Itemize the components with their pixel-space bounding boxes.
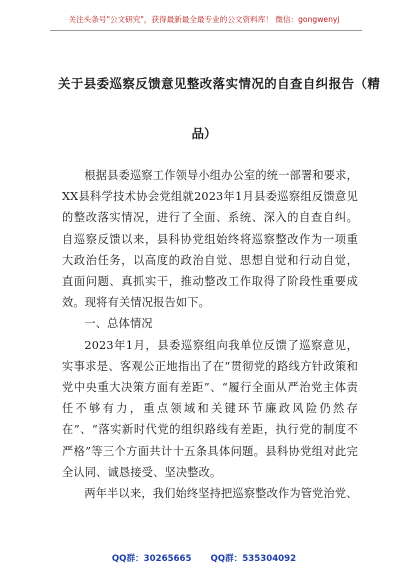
document-title-line-1: 关于县委巡察反馈意见整改落实情况的自查自纠报告（精 [58,76,381,91]
header-promo-note: 关注头条号"公文研究"，获得最新最全最专业的公文资料库！ 微信：gongwenyj [68,15,340,24]
section-heading-overview: 一、总体情况 [84,317,153,331]
document-title-line-2: 品） [191,126,217,141]
footer-contact [0,552,408,564]
header-divider [50,30,362,31]
overview-paragraph: 2023年1月，县委巡察组向我单位反馈了巡察意见，实事求是、客观公正地指出了在“贯彻党的路线方针政策和党中央重大决策方面有差距”、“履行全面从严治党主体责任不够有力，重点领域和关键环节廉政风险仍然存在”、“落实新时代党的组织路线有差距，执行党的制度不严格”等三个方面共计十五条具体问题。县科协党组对此完全认同、诚恳接受、坚决整改。 [62,338,358,479]
footer-qq-group-2: QQ群：535304092 [210,554,297,564]
footer-qq-group-1: QQ群：30265665 [111,554,192,564]
intro-paragraph: 根据县委巡察工作领导小组办公室的统一部署和要求，XX县科学技术协会党组就2023年1月县委巡察组反馈意见的整改落实情况，进行了全面、系统、深入的自查自纠。自巡察反馈以来，县科协党组始终将巡察整改作为一项重大政治任务，以高度的政治自觉、思想自觉和行动自觉，直面问题、真抓实干，推动整改工作取得了阶段性重要成效。现将有关情况报告如下。 [62,169,358,310]
document-body [62,165,358,504]
continuation-paragraph: 两年半以来，我们始终坚持把巡察整改作为管党治党、 [84,487,358,501]
